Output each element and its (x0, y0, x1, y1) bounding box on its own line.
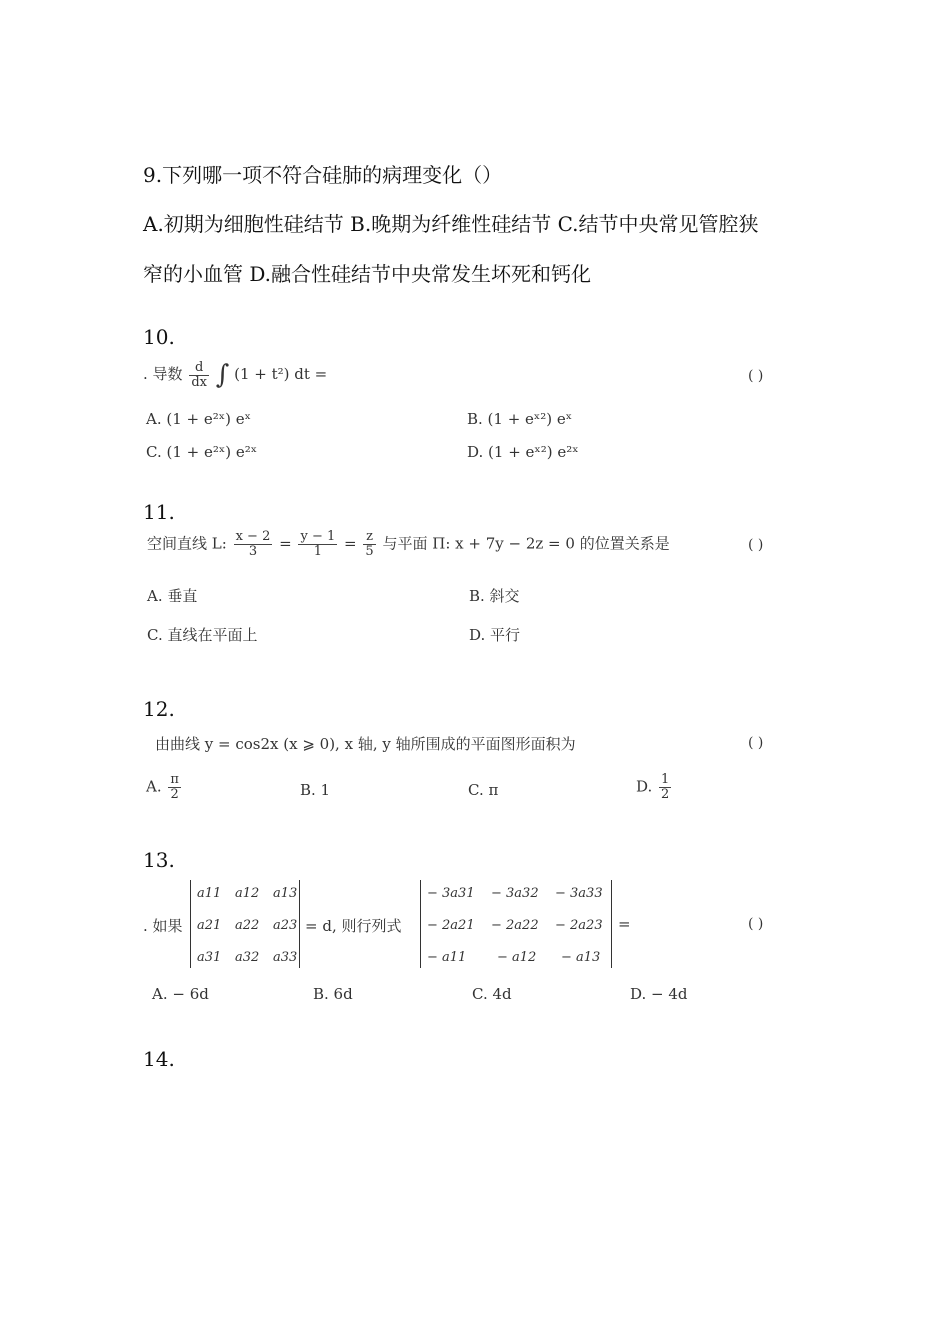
det2-cell: − 2a23 (555, 918, 603, 933)
q12-a-den: 2 (170, 787, 179, 802)
det1-cell: a32 (235, 950, 260, 965)
q11-f2-den: 1 (313, 544, 323, 559)
q12-option-b: B. 1 (300, 781, 331, 799)
q10-number: 10. (143, 325, 175, 349)
q12-option-d (636, 773, 673, 802)
det2-cell: − 2a22 (491, 918, 539, 933)
q13-option-c: C. 4d (472, 985, 512, 1003)
q12-option-d-label: D. (636, 777, 653, 796)
det1-cell: a23 (273, 918, 298, 933)
q12-option-c: C. π (468, 781, 499, 799)
det1-cell: a11 (197, 886, 222, 901)
q11-stem-b: 与平面 Π: x + 7y − 2z = 0 的位置关系是 (382, 534, 670, 553)
det2-cell: − a11 (427, 950, 467, 965)
det1-cell: a21 (197, 918, 222, 933)
q12-option-a (146, 773, 183, 802)
q13-determinant-1 (190, 880, 300, 968)
q12-stem: 由曲线 y = cos2x (x ⩾ 0), x 轴, y 轴所围成的平面图形面积为 (155, 735, 576, 753)
q12-number: 12. (143, 697, 175, 721)
q10-option-d: D. (1 + eˣ²) e²ˣ (467, 443, 579, 461)
q13-option-a: A. − 6d (152, 985, 209, 1003)
det2-cell: − 3a32 (491, 886, 539, 901)
q11-answer-paren: ( ) (748, 537, 764, 553)
q11-eq2: = (344, 534, 357, 553)
q13-number: 13. (143, 848, 175, 872)
q11-fraction-x (234, 530, 273, 559)
q11-option-c: C. 直线在平面上 (147, 626, 258, 644)
q11-eq1: = (279, 534, 292, 553)
q11-number: 11. (143, 500, 175, 524)
q12-option-a-label: A. (146, 777, 162, 796)
q9-options-line1: A.初期为细胞性硅结节 B.晚期为纤维性硅结节 C.结节中央常见管腔狭 (143, 212, 759, 236)
q13-stem-end: = (618, 915, 631, 933)
q10-stem-prefix: . 导数 (143, 365, 183, 383)
q10-option-b: B. (1 + eˣ²) eˣ (467, 410, 573, 428)
q12-option-d-fraction (659, 773, 671, 802)
q12-answer-paren: ( ) (748, 735, 764, 751)
det2-cell: − 2a21 (427, 918, 475, 933)
q11-option-d: D. 平行 (469, 626, 521, 644)
integral-sign-icon: ∫ (215, 360, 230, 390)
q10-derivative-fraction (189, 361, 209, 390)
q11-fraction-z (363, 530, 375, 559)
q10-stem (143, 360, 327, 390)
q11-option-b: B. 斜交 (469, 587, 520, 605)
det2-cell: − a13 (561, 950, 601, 965)
q11-f3-den: 5 (365, 544, 374, 559)
det1-cell: a33 (273, 950, 298, 965)
q12-d-num: 1 (661, 772, 670, 787)
q11-f1-num: x − 2 (235, 529, 271, 544)
q11-f1-den: 3 (248, 544, 258, 559)
q11-option-a: A. 垂直 (147, 587, 198, 605)
q11-stem (147, 530, 670, 559)
q13-determinant-2 (420, 880, 612, 968)
q11-f2-num: y − 1 (300, 529, 336, 544)
q13-answer-paren: ( ) (748, 916, 764, 932)
det1-cell: a13 (273, 886, 298, 901)
q10-option-c: C. (1 + e²ˣ) e²ˣ (146, 443, 258, 461)
q10-option-a: A. (1 + e²ˣ) eˣ (146, 410, 251, 428)
q12-option-a-fraction (168, 773, 181, 802)
q12-a-num: π (170, 772, 179, 787)
q10-frac-den: dx (191, 374, 207, 390)
q13-option-b: B. 6d (313, 985, 353, 1003)
q13-option-d: D. − 4d (630, 985, 688, 1003)
q9-options-line2: 窄的小血管 D.融合性硅结节中央常发生坏死和钙化 (143, 262, 592, 286)
det1-cell: a12 (235, 886, 260, 901)
q12-d-den: 2 (661, 787, 670, 802)
q13-stem-mid: = d, 则行列式 (305, 917, 402, 935)
det1-cell: a31 (197, 950, 222, 965)
det2-cell: − a12 (497, 950, 537, 965)
det2-cell: − 3a33 (555, 886, 603, 901)
q10-integral-tail: (1 + t²) dt = (234, 365, 328, 383)
q14-number: 14. (143, 1047, 175, 1071)
q11-f3-num: z (363, 530, 375, 545)
det1-cell: a22 (235, 918, 260, 933)
det2-cell: − 3a31 (427, 886, 475, 901)
q10-frac-num: d (189, 361, 209, 376)
q11-fraction-y (298, 530, 337, 559)
q9-stem: 9.下列哪一项不符合硅肺的病理变化（） (143, 163, 503, 187)
q13-stem-prefix: . 如果 (143, 917, 183, 935)
q10-answer-paren: ( ) (748, 368, 764, 384)
q11-stem-a: 空间直线 L: (147, 534, 227, 553)
